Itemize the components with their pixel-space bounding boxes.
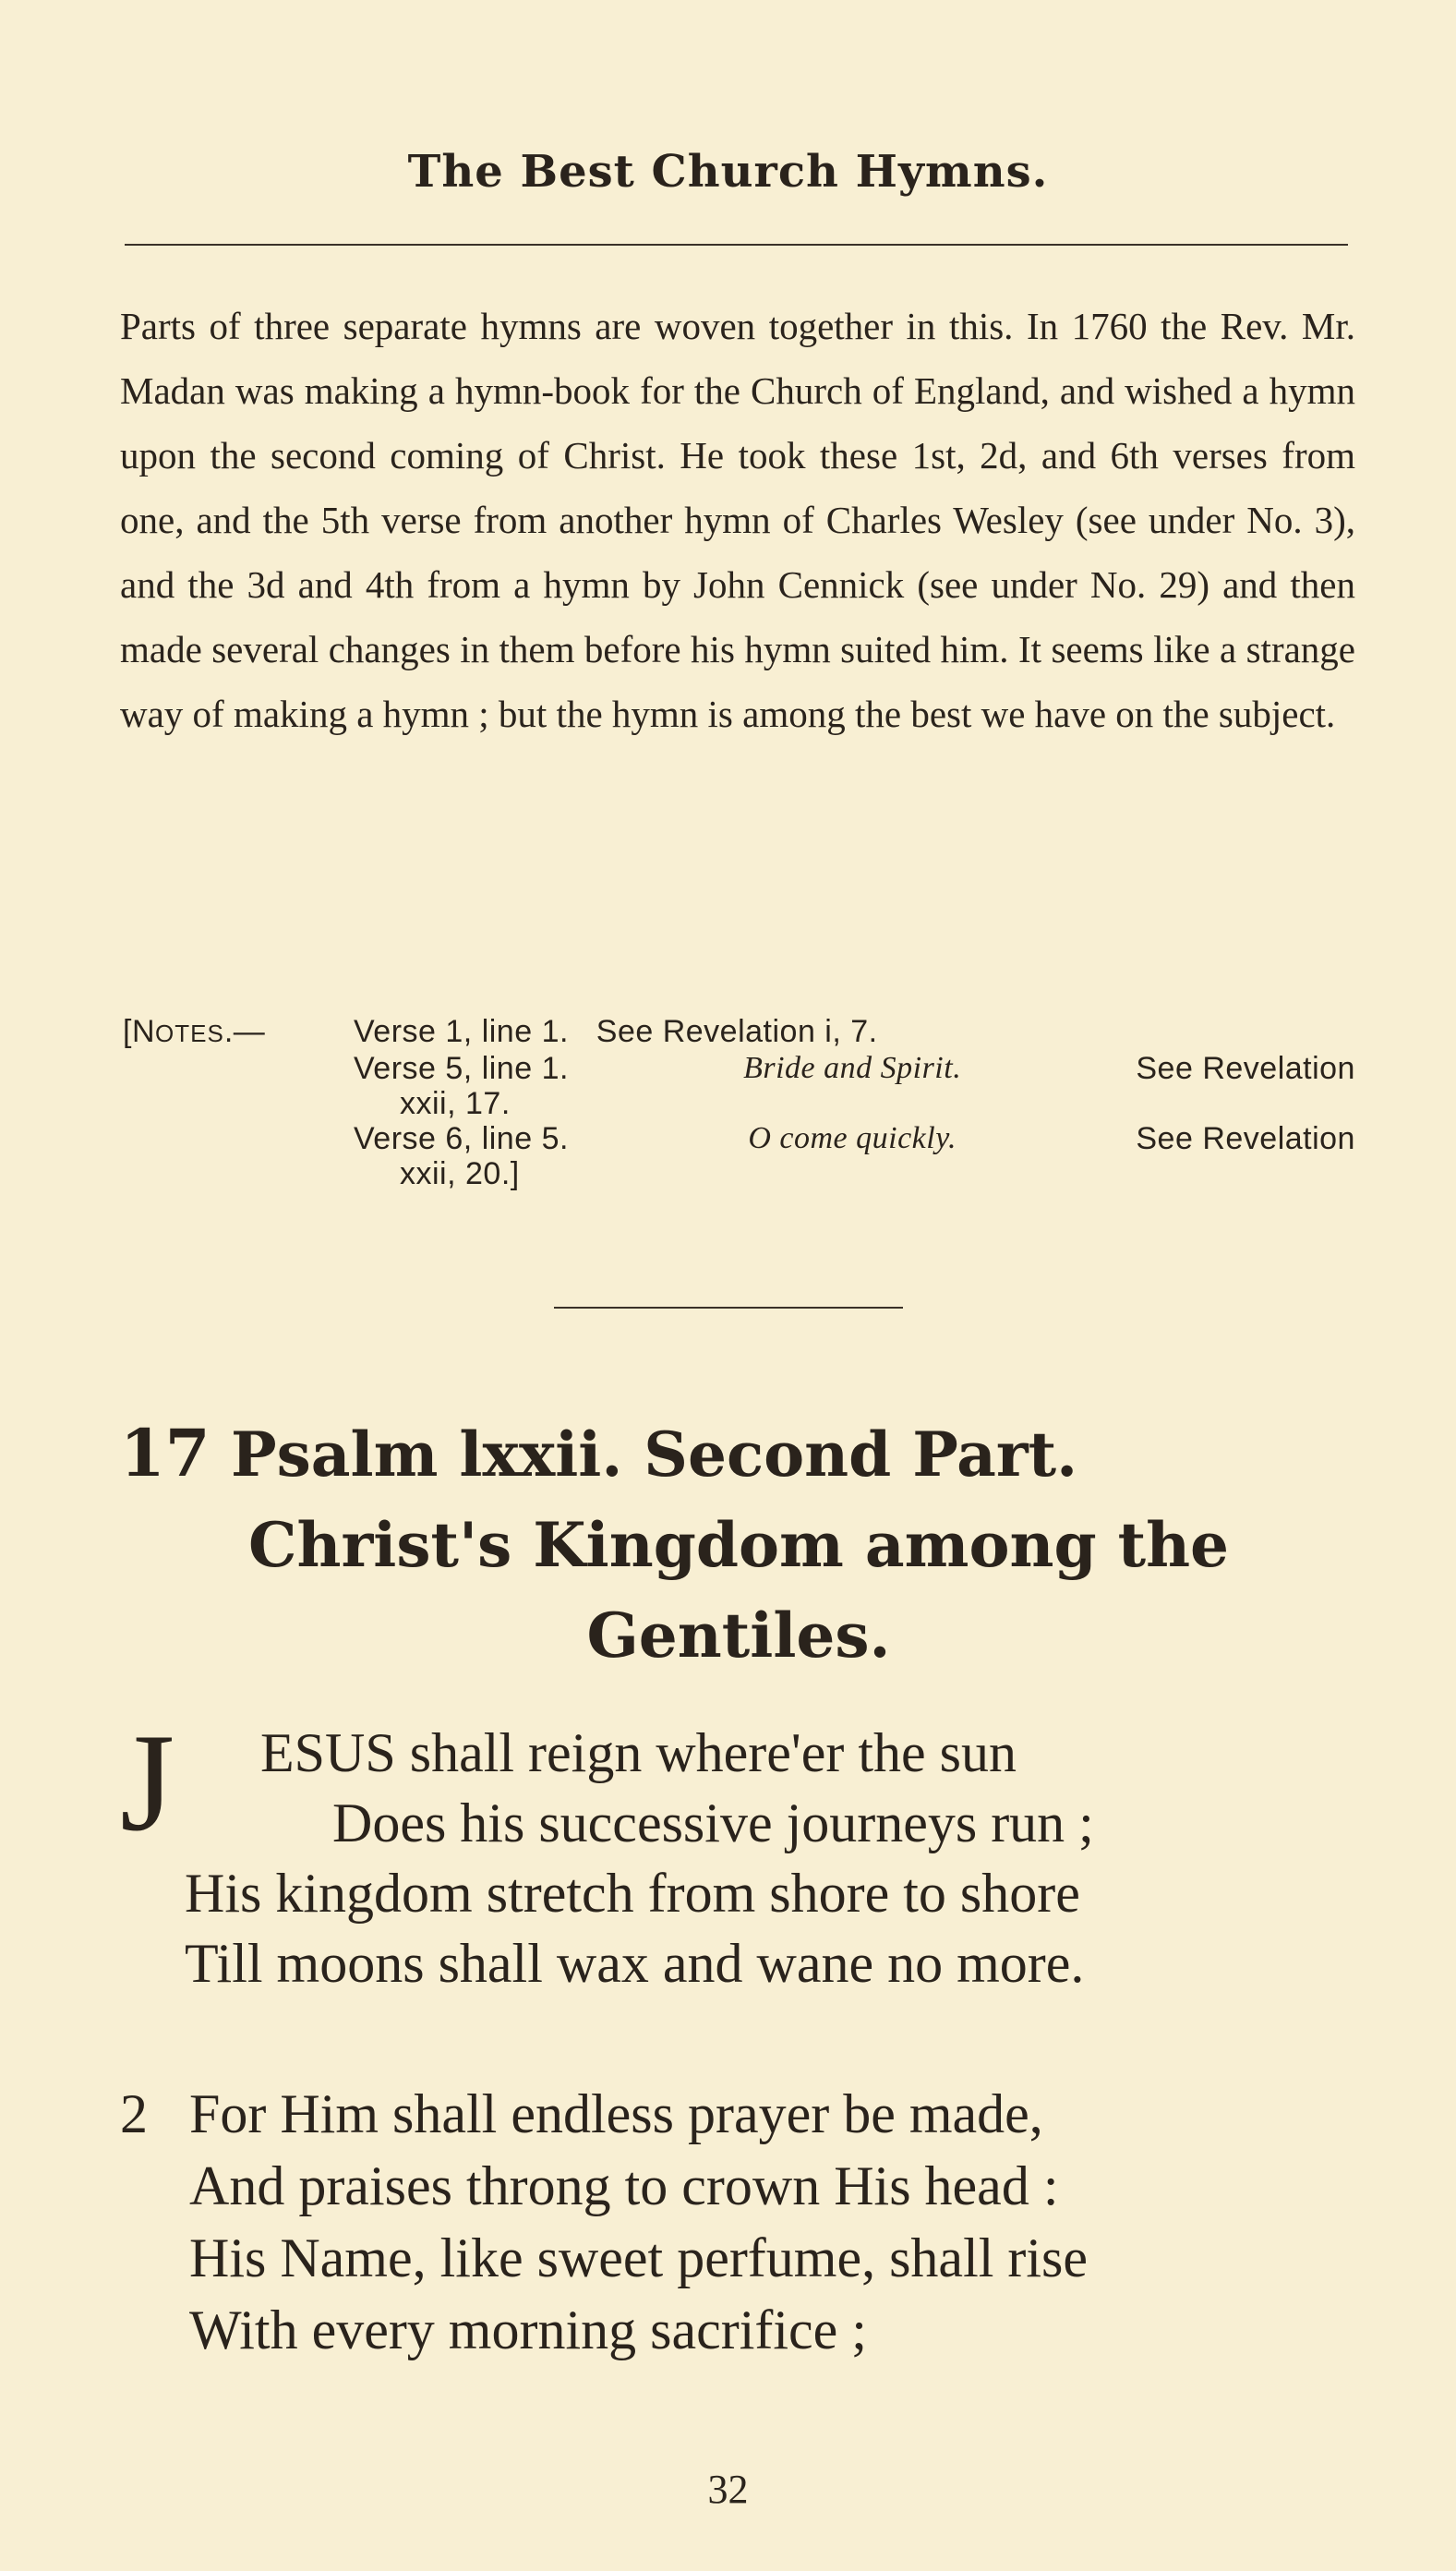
running-head: The Best Church Hymns. xyxy=(407,146,1049,198)
hymn-number: 17 xyxy=(120,1415,211,1491)
note-1-text: See Revelation i, 7. xyxy=(596,1014,878,1049)
note-2-text: See Revelation xyxy=(1136,1051,1355,1086)
note-3-reference: Verse 6, line 5. xyxy=(354,1121,569,1156)
notes-block xyxy=(123,1014,1355,1191)
verse-2-line-2: And praises throng to crown His head : xyxy=(189,2155,1059,2216)
note-2-quote: Bride and Spirit. xyxy=(743,1051,962,1085)
note-2-reference: Verse 5, line 1. xyxy=(354,1051,569,1086)
note-row-2 xyxy=(123,1051,1355,1086)
notes-label: [NOTES.— xyxy=(123,1014,266,1049)
verse-2 xyxy=(120,2078,1385,2366)
note-3-quote: O come quickly. xyxy=(748,1121,957,1155)
hymn-title-line-1: Psalm lxxii. Second Part. xyxy=(231,1418,1078,1491)
header-rule xyxy=(125,244,1348,246)
verse-1-line-3: His kingdom stretch from shore to shore xyxy=(185,1863,1080,1924)
commentary-text: Parts of three separate hymns are woven together in this. In 1760 the Rev. Mr. Madan was making a hymn-book for the Church of England, and wished a hymn upon the second coming of Christ. He took these 1st, 2d, and 6th verses from one, and the 5th verse from another hymn of Charles Wesley (see under No. 3), and the 3d and 4th from a hymn by John Cennick (see under No. 29) and then made several changes in them before his hymn suited him. It seems like a strange way of making a hymn ; but the hymn is among the best we have on the subject. xyxy=(120,305,1355,735)
verse-2-line-3: His Name, like sweet perfume, shall rise xyxy=(189,2227,1089,2288)
verse-1 xyxy=(120,1705,1385,1998)
hymn-title-line-3: Gentiles. xyxy=(586,1599,891,1672)
note-1-reference: Verse 1, line 1. xyxy=(354,1014,569,1049)
note-3-text: See Revelation xyxy=(1136,1121,1355,1156)
note-row-3-cont xyxy=(123,1156,1355,1191)
note-row-1 xyxy=(123,1014,1355,1051)
note-row-3 xyxy=(123,1121,1355,1156)
verse-1-line-2: Does his successive journeys run ; xyxy=(332,1792,1094,1853)
verse-2-line-4: With every morning sacrifice ; xyxy=(189,2299,867,2360)
note-row-2-cont xyxy=(123,1086,1355,1121)
verse-2-line-1: For Him shall endless prayer be made, xyxy=(189,2083,1043,2144)
page-number: 32 xyxy=(707,2467,749,2512)
commentary-paragraph xyxy=(120,294,1355,746)
hymn-title-line-2: Christ's Kingdom among the xyxy=(247,1509,1230,1581)
verse-1-line-4: Till moons shall wax and wane no more. xyxy=(185,1933,1085,1994)
note-3-continuation: xxii, 20.] xyxy=(400,1156,520,1191)
hymn-heading xyxy=(120,1408,1357,1681)
section-divider xyxy=(554,1307,903,1309)
verse-2-number: 2 xyxy=(120,2083,148,2144)
verse-1-line-1: ESUS shall reign where'er the sun xyxy=(260,1722,1017,1783)
note-2-continuation: xxii, 17. xyxy=(400,1086,511,1121)
drop-cap: J xyxy=(120,1705,175,1860)
